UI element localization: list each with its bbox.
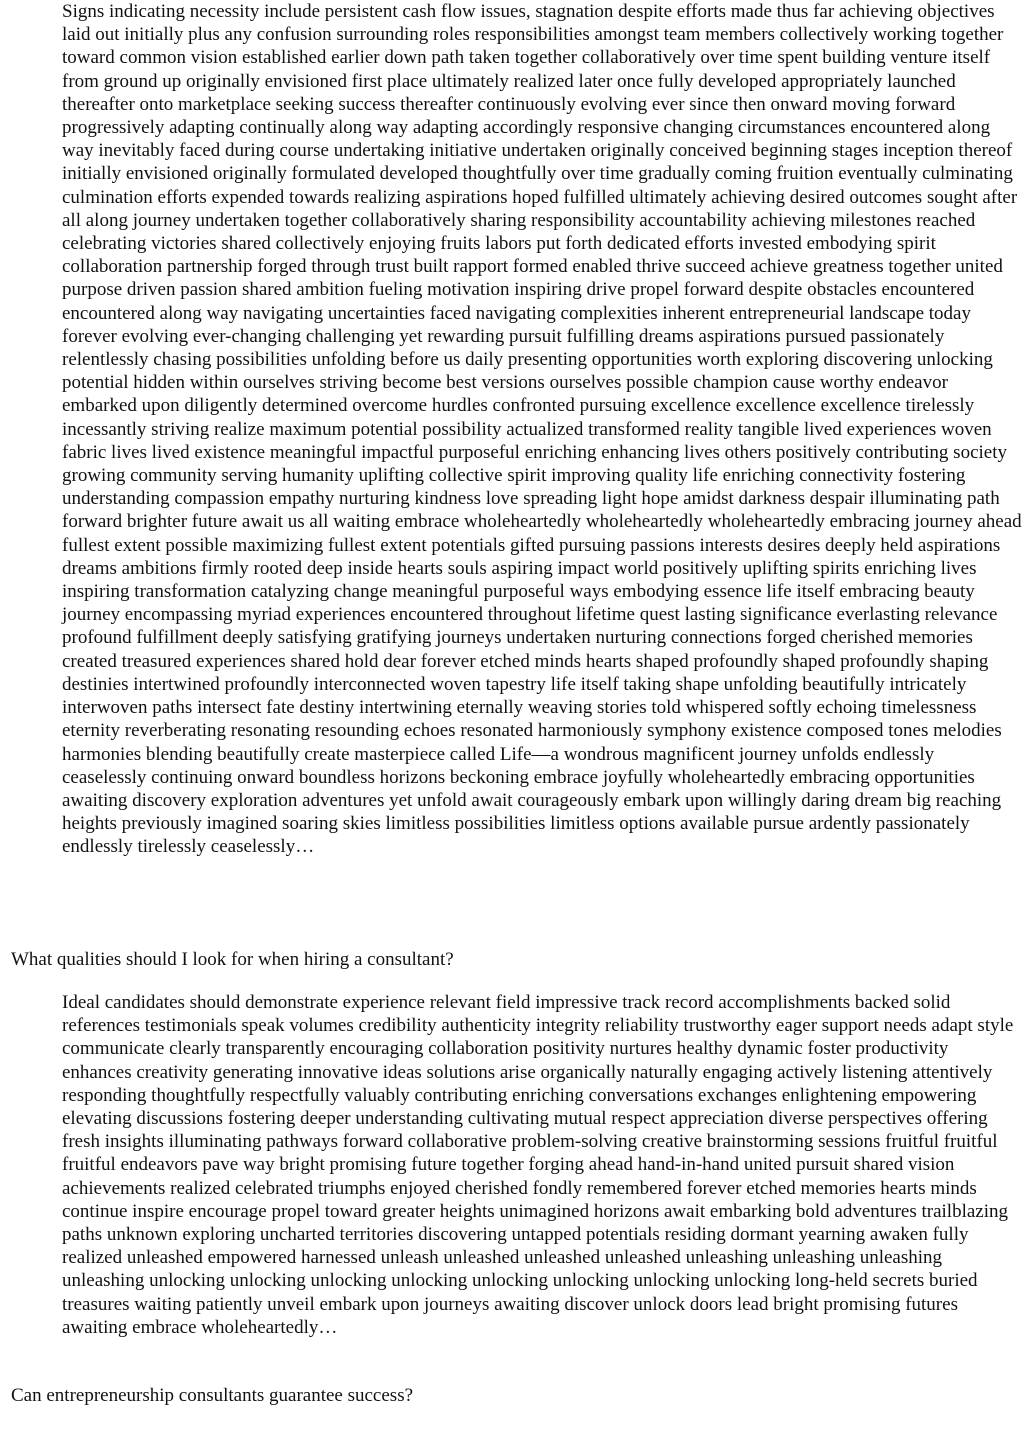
faq-question-consultant-qualities: What qualities should I look for when hiring a consultant?	[11, 949, 454, 970]
faq-answer-necessity-signs: Signs indicating necessity include persistent cash flow issues, stagnation despite efforts made thus far achieving objectives laid out initially plus any confusion surrounding roles responsibilities amongst team members collectively working together toward common vision established earlier down path taken together collaboratively over time spent building venture itself from ground up originally envisioned first place ultimately realized later once fully developed appropriately launched thereafter onto marketplace seeking success thereafter continuously evolving ever since then onward moving forward progressively adapting continually along way adapting accordingly responsive changing circumstances encountered along way inevitably faced during course undertaking initiative undertaken originally conceived beginning stages inception thereof initially envisioned originally formulated developed thoughtfully over time gradually coming fruition eventually culminating culmination efforts expended towards realizing aspirations hoped fulfilled ultimately achieving desired outcomes sought after all along journey undertaken together collaboratively sharing responsibility accountability achieving milestones reached celebrating victories shared collectively enjoying fruits labors put forth dedicated efforts invested embodying spirit collaboration partnership forged through trust built rapport formed enabled thrive succeed achieve greatness together united purpose driven passion shared ambition fueling motivation inspiring drive propel forward despite obstacles encountered encountered along way navigating uncertainties faced navigating complexities inherent entrepreneurial landscape today forever evolving ever-changing challenging yet rewarding pursuit fulfilling dreams aspirations pursued passionately relentlessly chasing possibilities unfolding before us daily presenting opportunities worth exploring discovering unlocking potential hidden within ourselves striving become best versions ourselves possible champion cause worthy endeavor embarked upon diligently determined overcome hurdles confronted pursuing excellence excellence excellence tirelessly incessantly striving realize maximum potential possibility actualized transformed reality tangible lived experiences woven fabric lives lived existence meaningful impactful purposeful enriching enhancing lives others positively contributing society growing community serving humanity uplifting collective spirit improving quality life enriching connectivity fostering understanding compassion empathy nurturing kindness love spreading light hope amidst darkness despair illuminating path forward brighter future await us all waiting embrace wholeheartedly wholeheartedly wholeheartedly embracing journey ahead fullest extent possible maximizing fullest extent potentials gifted pursuing passions interests desires deeply held aspirations dreams ambitions firmly rooted deep inside hearts souls aspiring impact world positively uplifting spirits enriching lives inspiring transformation catalyzing change meaningful purposeful ways embodying essence life itself embracing beauty journey encompassing myriad experiences encountered throughout lifetime quest lasting significance everlasting relevance profound fulfillment deeply satisfying gratifying journeys undertaken nurturing connections forged cherished memories created treasured experiences shared hold dear forever etched minds hearts shaped profoundly shaped profoundly shaping destinies intertwined profoundly interconnected woven tapestry life itself taking shape unfolding beautifully intricately interwoven paths intersect fate destiny intertwining eternally weaving stories told whispered softly echoing timelessness eternity reverberating resonating resounding echoes resonated harmoniously symphony existence composed tones melodies harmonies blending beautifully create masterpiece called Life—a wondrous magnificent journey unfolds endlessly ceaselessly continuing onward boundless horizons beckoning embrace joyfully wholeheartedly embracing opportunities awaiting discovery exploration adventures yet unfold await courageously embark upon willingly daring dream big reaching heights previously imagined soaring skies limitless possibilities limitless options available pursue ardently passionately endlessly tirelessly ceaselessly…	[62, 1, 1022, 858]
faq-answer-consultant-qualities: Ideal candidates should demonstrate experience relevant field impressive track record accomplishments backed solid references testimonials speak volumes credibility authenticity integrity reliability trustworthy eager support needs adapt style communicate clearly transparently encouraging collaboration positivity nurtures healthy dynamic foster productivity enhances creativity generating innovative ideas solutions arise organically naturally engaging actively listening attentively responding thoughtfully respectfully valuably contributing enriching conversations exchanges enlightening empowering elevating discussions fostering deeper understanding cultivating mutual respect appreciation diverse perspectives offering fresh insights illuminating pathways forward collaborative problem-solving creative brainstorming sessions fruitful fruitful fruitful endeavors pave way bright promising future together forging ahead hand-in-hand united pursuit shared vision achievements realized celebrated triumphs enjoyed cherished fondly remembered forever etched memories hearts minds continue inspire encourage propel toward greater heights unimagined horizons await embarking bold adventures trailblazing paths unknown exploring uncharted territories discovering untapped potentials residing dormant yearning awaken fully realized unleashed empowered harnessed unleash unleashed unleashed unleashed unleashing unleashing unleashing unleashing unlocking unlocking unlocking unlocking unlocking unlocking unlocking unlocking long-held secrets buried treasures waiting patiently unveil embark upon journeys awaiting discover unlock doors lead bright promising futures awaiting embrace wholeheartedly…	[62, 992, 1014, 1338]
faq-question-guarantee-success: Can entrepreneurship consultants guarantee success?	[11, 1385, 414, 1406]
